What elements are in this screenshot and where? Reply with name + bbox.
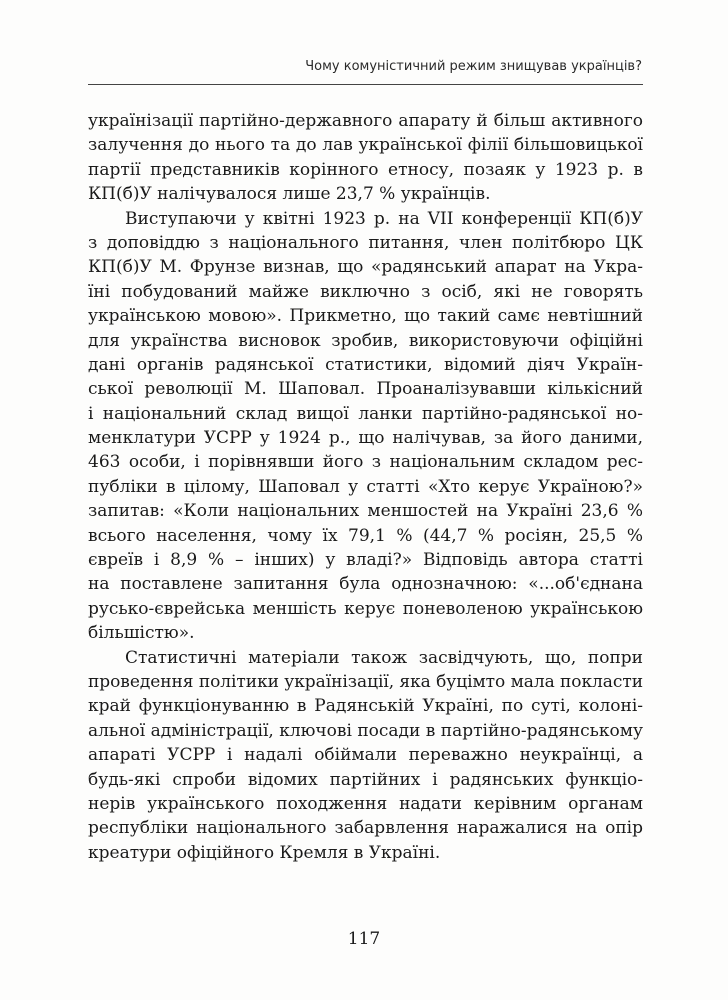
- text-line: запитав: «Коли національних меншостей на Україні 23,6 %: [88, 501, 643, 522]
- text-line: з доповіддю з національного питання, член політбюро ЦК: [88, 232, 643, 253]
- text-line: ської революції М. Шаповал. Проаналізувавши кількісний: [88, 379, 643, 400]
- text-line: менклатури УСРР у 1924 р., що налічував, за його даними,: [88, 428, 643, 449]
- paragraph-1: [88, 109, 643, 207]
- text-line: республіки національного забарвлення наражалися на опір: [88, 818, 643, 839]
- text-line: 463 особи, і порівнявши його з національним складом рес-: [88, 452, 643, 473]
- text-line: українізації партійно-державного апарату й більш активного: [88, 111, 643, 131]
- text-line: їні побудований майже виключно з осіб, які не говорять: [88, 281, 643, 302]
- text-line: КП(б)У налічувалося лише 23,7 % українців.: [88, 184, 491, 205]
- text-line: апараті УСРР і надалі обіймали переважно неукраїнці, а: [88, 745, 643, 766]
- body-text: [88, 109, 643, 865]
- text-line: проведення політики українізації, яка буцімто мала покласти: [88, 671, 643, 692]
- text-line: Виступаючи у квітні 1923 р. на VII конференції КП(б)У: [125, 208, 643, 229]
- text-line: нерів українського походження надати керівним органам: [88, 793, 643, 814]
- text-line: Статистичні матеріали також засвідчують, що, попри: [125, 647, 643, 668]
- text-line: і національний склад вищої ланки партійно-радянської но-: [88, 403, 643, 424]
- text-line: альної адміністрації, ключові посади в партійно-радянському: [88, 720, 643, 741]
- text-line: партії представників корінного етносу, позаяк у 1923 р. в: [88, 159, 643, 180]
- text-line: всього населення, чому їх 79,1 % (44,7 % росіян, 25,5 %: [88, 525, 643, 546]
- running-header: Чому комуністичний режим знищував українців?: [305, 59, 642, 74]
- text-line: українською мовою». Прикметно, що такий самє невтішний: [88, 306, 643, 327]
- text-line: дані органів радянської статистики, відомий діяч Україн-: [88, 354, 643, 375]
- text-line: креатури офіційного Кремля в Україні.: [88, 842, 441, 863]
- paragraph-2: [88, 207, 643, 646]
- text-line: більшістю».: [88, 623, 195, 644]
- text-line: край функціонуванню в Радянській Україні, по суті, колоні-: [88, 696, 643, 717]
- text-line: залучення до нього та до лав української філії більшовицької: [88, 135, 643, 156]
- text-line: русько-єврейська меншість керує поневоленою українською: [88, 598, 643, 619]
- text-line: для українства висновок зробив, використовуючи офіційні: [88, 330, 643, 351]
- page-number: 117: [347, 929, 381, 949]
- text-line: КП(б)У М. Фрунзе визнав, що «радянський апарат на Укра-: [88, 257, 643, 278]
- header-rule: [88, 84, 643, 85]
- text-line: на поставлене запитання була однозначною: «...об'єднана: [88, 574, 643, 595]
- paragraph-3: [88, 646, 643, 866]
- text-line: будь-які спроби відомих партійних і радянських функціо-: [88, 769, 643, 790]
- text-line: євреїв і 8,9 % – інших) у владі?» Відповідь автора статті: [88, 550, 643, 571]
- text-line: публіки в цілому, Шаповал у статті «Хто керує Україною?»: [88, 476, 643, 497]
